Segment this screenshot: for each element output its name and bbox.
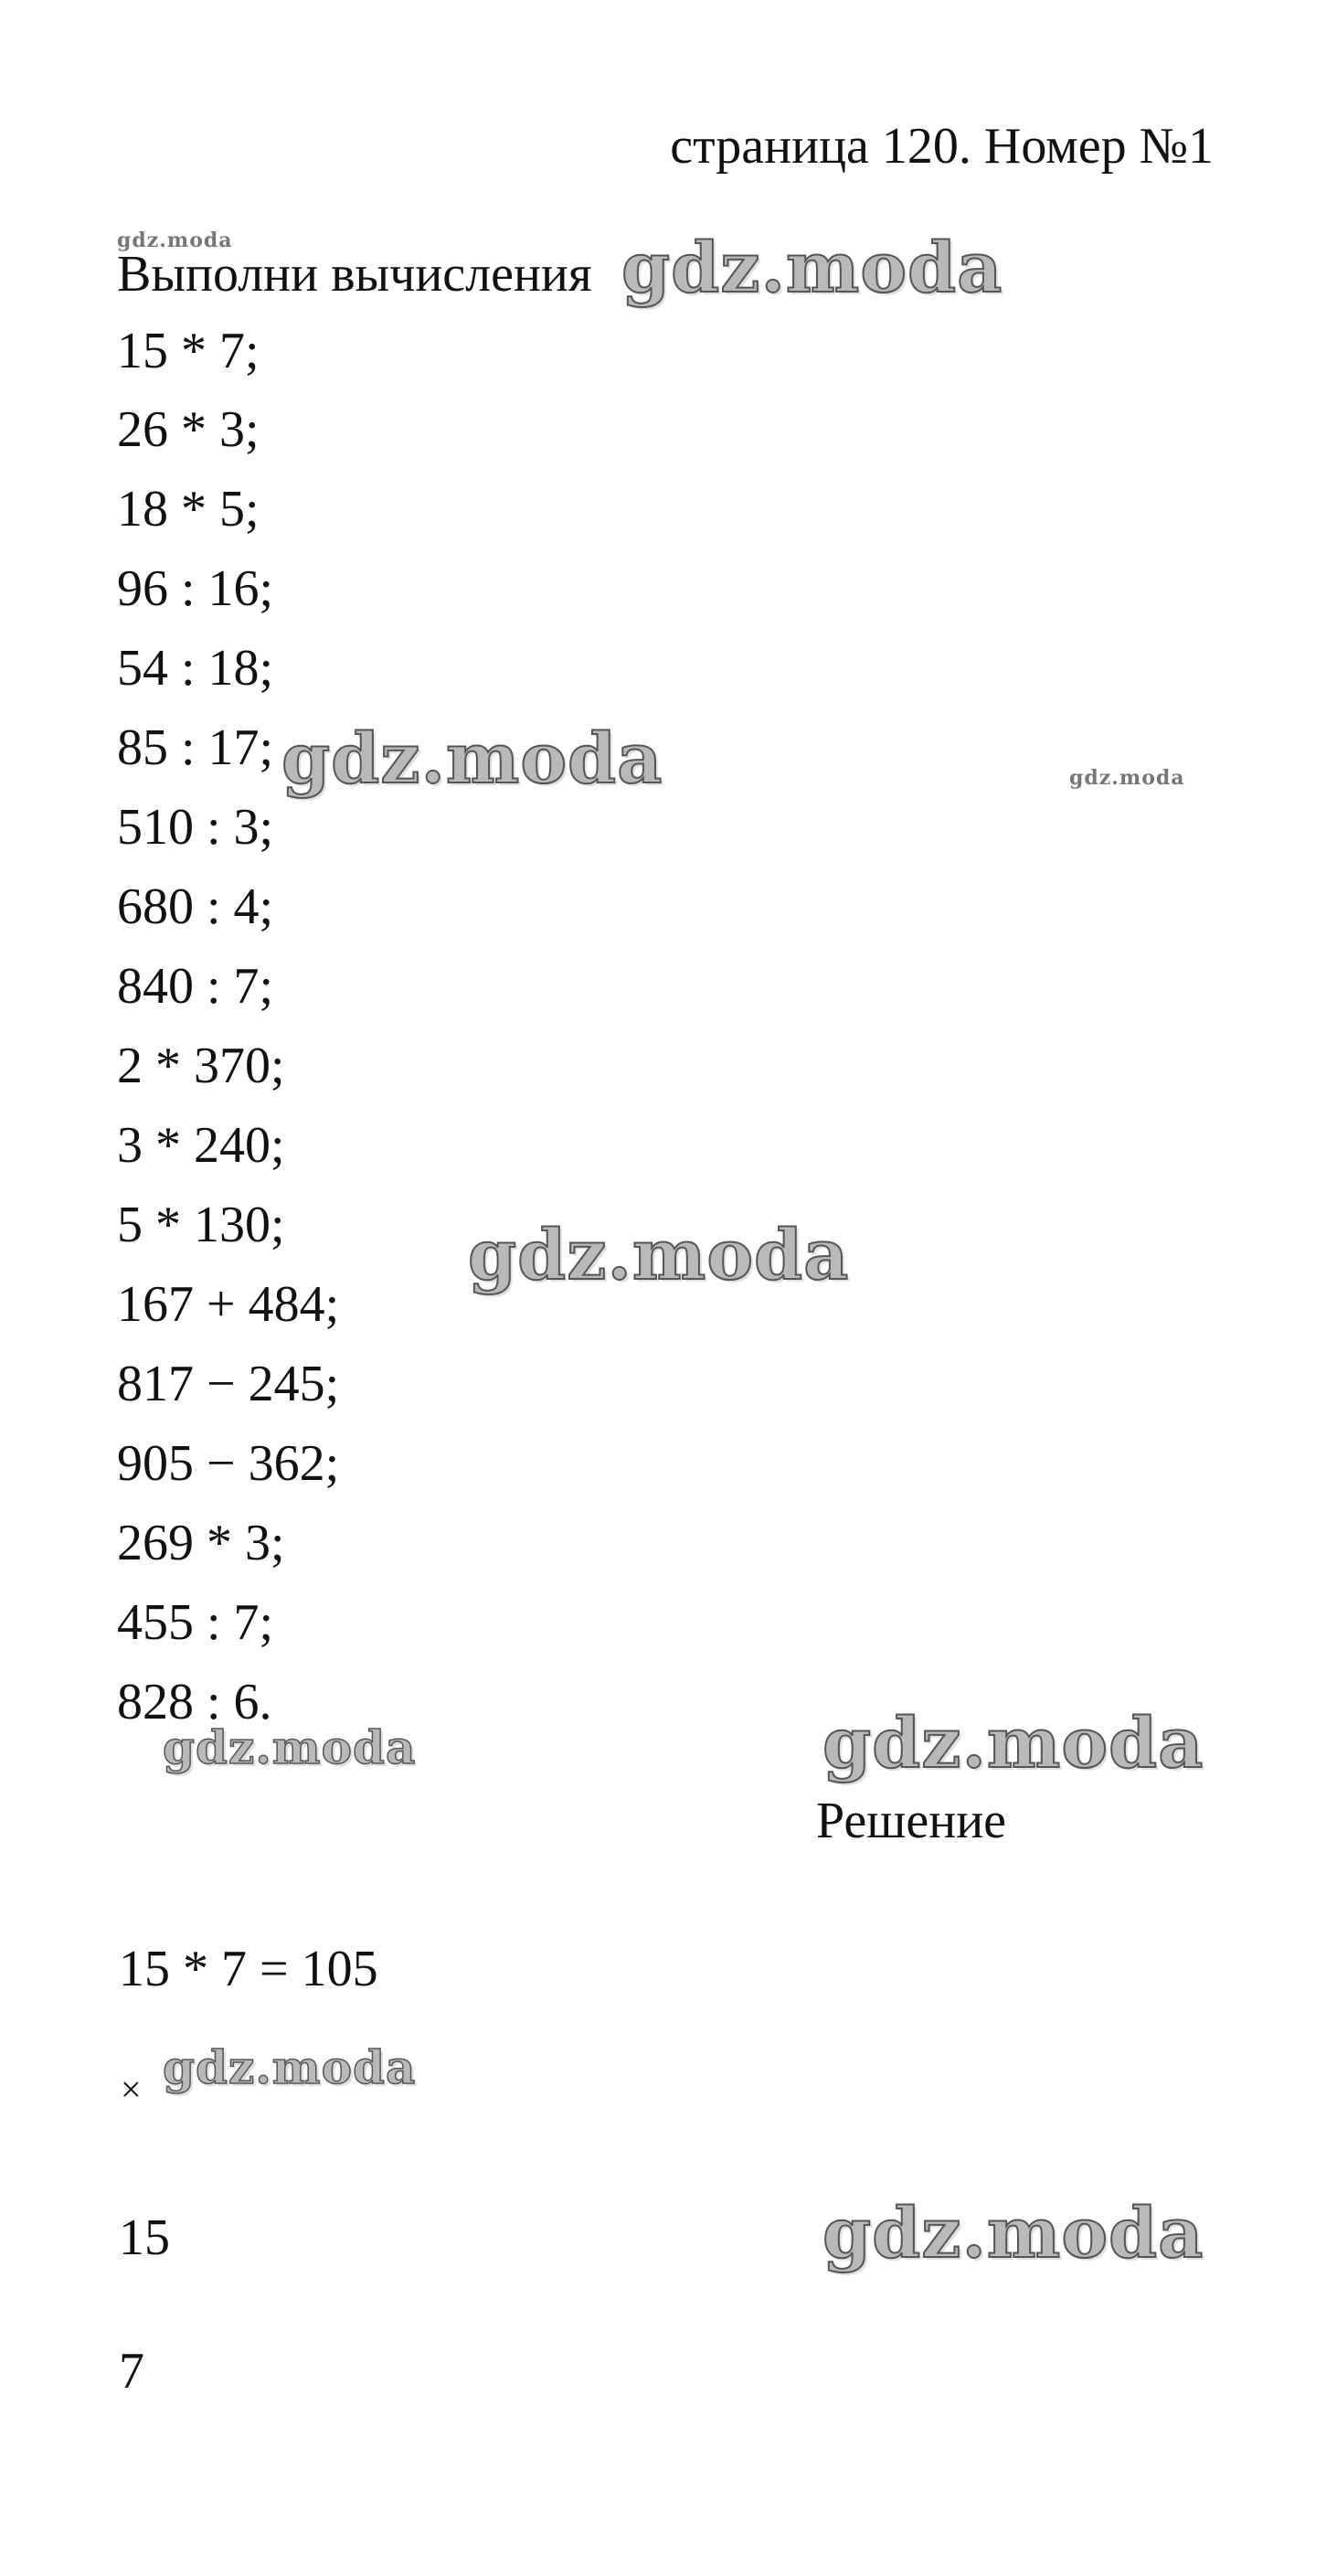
expression-item: 269 * 3;: [117, 1515, 285, 1571]
column-multiplicand: 15: [119, 2209, 170, 2266]
expression-item: 510 : 3;: [117, 799, 274, 856]
watermark: gdz.moda: [822, 2192, 1204, 2273]
expression-item: 905 − 362;: [117, 1435, 340, 1492]
expression-item: 85 : 17;: [117, 719, 274, 776]
multiplication-sign: ×: [121, 2069, 142, 2110]
solution-first-result: 15 * 7 = 105: [119, 1941, 378, 1997]
solution-heading: Решение: [816, 1793, 1007, 1849]
watermark: gdz.moda: [468, 1214, 850, 1295]
expression-item: 680 : 4;: [117, 878, 274, 935]
watermark: gdz.moda: [163, 2040, 417, 2094]
expression-item: 26 * 3;: [117, 401, 260, 458]
expression-item: 2 * 370;: [117, 1038, 285, 1094]
expression-item: 840 : 7;: [117, 958, 274, 1015]
watermark-small: gdz.moda: [117, 229, 233, 252]
expression-item: 455 : 7;: [117, 1594, 274, 1651]
expression-item: 828 : 6.: [117, 1674, 272, 1730]
page-header: страница 120. Номер №1: [670, 118, 1214, 175]
watermark: gdz.moda: [621, 227, 1003, 308]
expression-item: 817 − 245;: [117, 1356, 340, 1412]
expression-item: 3 * 240;: [117, 1117, 285, 1174]
expression-item: 15 * 7;: [117, 323, 260, 379]
column-multiplier: 7: [119, 2343, 144, 2400]
watermark: gdz.moda: [163, 1720, 417, 1774]
expression-item: 18 * 5;: [117, 481, 260, 538]
watermark: gdz.moda: [822, 1702, 1204, 1783]
task-title: Выполни вычисления: [117, 246, 592, 303]
watermark-small: gdz.moda: [1069, 766, 1185, 790]
expression-item: 54 : 18;: [117, 640, 274, 697]
expression-item: 5 * 130;: [117, 1197, 285, 1253]
watermark: gdz.moda: [281, 718, 663, 799]
expression-item: 96 : 16;: [117, 560, 274, 617]
expression-item: 167 + 484;: [117, 1276, 340, 1333]
